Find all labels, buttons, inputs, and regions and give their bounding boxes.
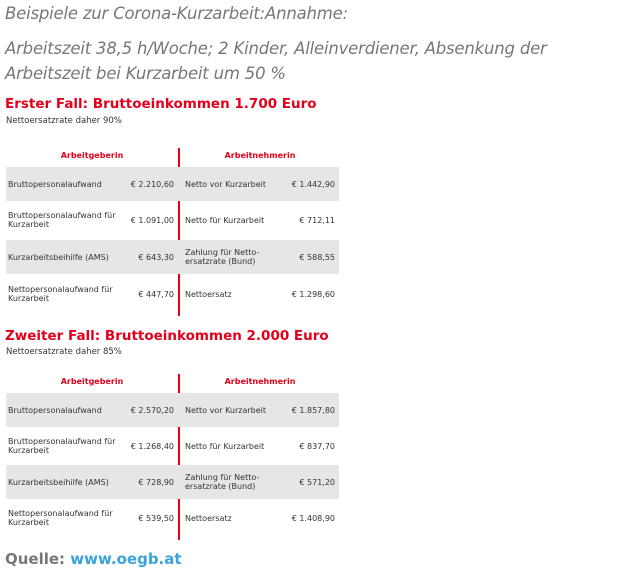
row-value-employer: € 728,90	[138, 477, 174, 487]
col-header-arbeitnehmerin: Arbeitnehmerin	[224, 377, 296, 386]
intro-heading: Beispiele zur Corona-Kurzarbeit:Annahme:	[5, 4, 348, 23]
case-2-table	[6, 374, 339, 542]
row-value-employee: € 837,70	[299, 441, 335, 451]
source-label: Quelle:	[5, 550, 66, 568]
table-row	[6, 465, 339, 499]
row-value-employer: € 2.210,60	[130, 179, 174, 189]
col-header-arbeitnehmerin: Arbeitnehmerin	[224, 151, 296, 160]
row-value-employee: € 712,11	[299, 215, 335, 225]
row-value-employee: € 1.408,90	[291, 513, 335, 523]
row-value-employee: € 1.857,80	[291, 405, 335, 415]
row-value-employee: € 571,20	[299, 477, 335, 487]
col-header-arbeitgeberin: Arbeitgeberin	[60, 151, 124, 160]
row-label-employer: Bruttopersonalaufwand	[8, 405, 102, 415]
table-row	[6, 203, 339, 237]
table-row	[6, 393, 339, 427]
row-value-employer: € 2.570,20	[130, 405, 174, 415]
table-row	[6, 240, 339, 274]
row-label-employee: Netto für Kurzarbeit	[185, 215, 265, 225]
row-value-employer: € 1.268,40	[130, 441, 174, 451]
table-row	[6, 429, 339, 463]
row-value-employer: € 447,70	[138, 289, 174, 299]
table-row	[6, 501, 339, 535]
case-2-title: Zweiter Fall: Bruttoeinkommen 2.000 Euro	[5, 328, 329, 344]
row-label-employer: Kurzarbeitsbeihilfe (AMS)	[8, 477, 109, 487]
row-label-employer: Nettopersonalaufwand für Kurzarbeit	[8, 285, 113, 303]
row-label-employer: Bruttopersonalaufwand	[8, 179, 102, 189]
case-1-title: Erster Fall: Bruttoeinkommen 1.700 Euro	[5, 96, 317, 112]
row-label-employee: Netto vor Kurzarbeit	[185, 405, 267, 415]
row-label-employee: Zahlung für Netto-ersatzrate (Bund)	[185, 473, 260, 491]
col-header-arbeitgeberin: Arbeitgeberin	[60, 377, 124, 386]
row-label-employee: Zahlung für Netto-ersatzrate (Bund)	[185, 248, 260, 266]
intro-assumptions: Arbeitszeit 38,5 h/Woche; 2 Kinder, Alleinverdiener, Absenkung der Arbeitszeit bei Kurzarbeit um 50 %	[5, 39, 547, 83]
table-row	[6, 167, 339, 201]
row-value-employer: € 539,50	[138, 513, 174, 523]
row-label-employee: Netto für Kurzarbeit	[185, 441, 265, 451]
row-value-employee: € 1.298,60	[291, 289, 335, 299]
source-link[interactable]: www.oegb.at	[70, 550, 182, 568]
case-2-subtitle: Nettoersatzrate daher 85%	[6, 347, 122, 357]
row-label-employee: Nettoersatz	[185, 289, 232, 299]
source-line	[5, 550, 182, 568]
row-value-employee: € 588,55	[299, 252, 335, 262]
table-row	[6, 277, 339, 311]
row-value-employer: € 643,30	[138, 252, 174, 262]
row-label-employer: Bruttopersonalaufwand für Kurzarbeit	[8, 211, 116, 229]
row-label-employee: Netto vor Kurzarbeit	[185, 179, 267, 189]
row-label-employee: Nettoersatz	[185, 513, 232, 523]
row-label-employer: Nettopersonalaufwand für Kurzarbeit	[8, 509, 113, 527]
row-label-employer: Kurzarbeitsbeihilfe (AMS)	[8, 252, 109, 262]
case-1-table	[6, 148, 339, 316]
row-value-employee: € 1.442,90	[291, 179, 335, 189]
row-value-employer: € 1.091,00	[130, 215, 174, 225]
case-1-subtitle: Nettoersatzrate daher 90%	[6, 116, 122, 126]
row-label-employer: Bruttopersonalaufwand für Kurzarbeit	[8, 437, 116, 455]
